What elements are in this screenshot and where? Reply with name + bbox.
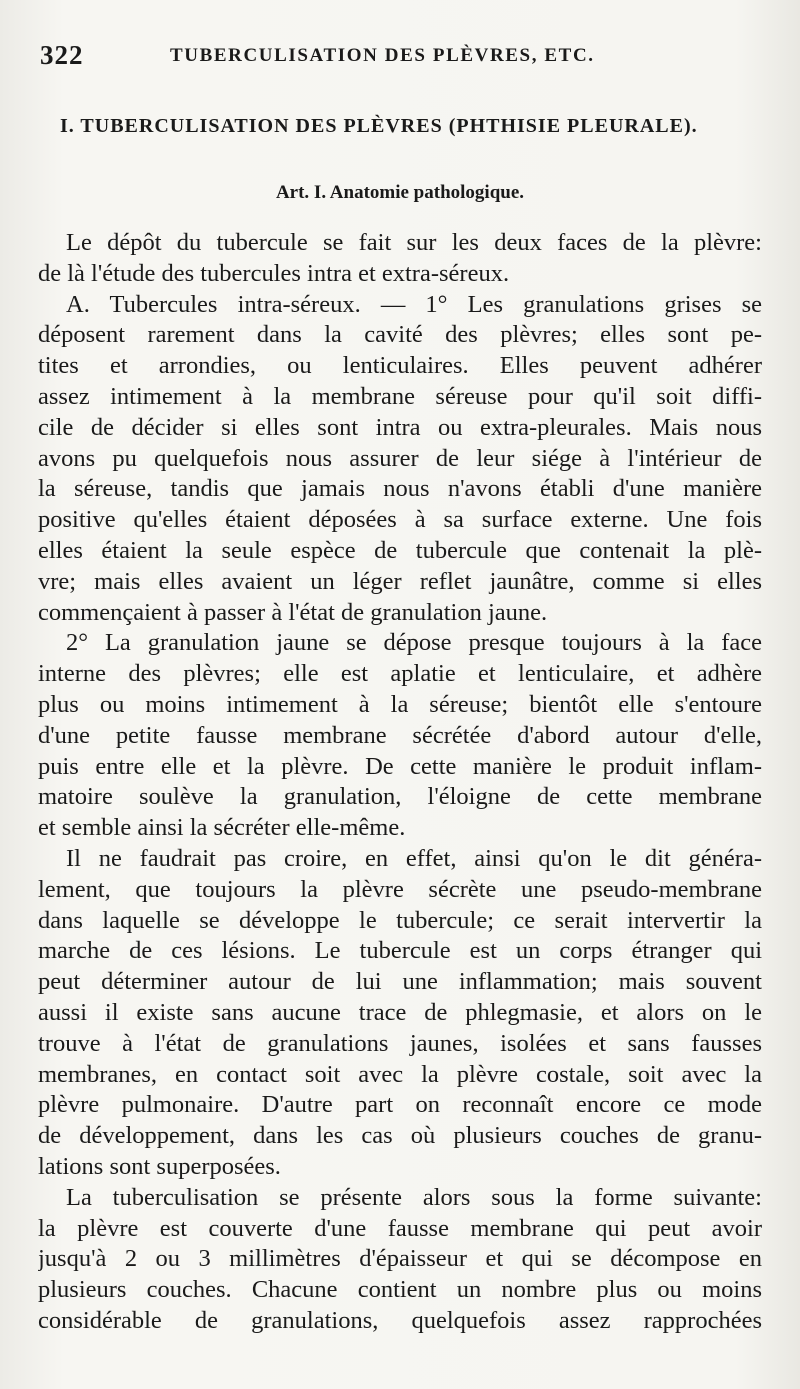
text-line: vre; mais elles avaient un léger reflet jaunâtre, comme si elles xyxy=(38,567,762,595)
text-line: positive qu'elles étaient déposées à sa surface externe. Une fois xyxy=(38,506,762,534)
running-title: TUBERCULISATION DES PLÈVRES, ETC. xyxy=(170,45,595,66)
text-line: la plèvre est couverte d'une fausse membrane qui peut avoir xyxy=(38,1214,762,1242)
text-line: jusqu'à 2 ou 3 millimètres d'épaisseur et qui se décompose en xyxy=(38,1245,762,1273)
text-line: aussi il existe sans aucune trace de phlegmasie, et alors on le xyxy=(38,998,762,1026)
text-line: matoire soulève la granulation, l'éloigne de cette membrane xyxy=(38,783,762,811)
text-line: dans laquelle se développe le tubercule; ce serait intervertir la xyxy=(38,906,762,934)
text-line: La tuberculisation se présente alors sous la forme suivante: xyxy=(66,1183,762,1211)
article-heading: Art. I. Anatomie pathologique. xyxy=(275,182,525,203)
text-line: marche de ces lésions. Le tubercule est un corps étranger qui xyxy=(38,937,762,965)
text-line: 2° La granulation jaune se dépose presque toujours à la face xyxy=(66,629,762,657)
text-line: et semble ainsi la sécréter elle-même. xyxy=(38,814,406,842)
text-line: de là l'étude des tubercules intra et extra-séreux. xyxy=(38,259,510,287)
text-line: avons pu quelquefois nous assurer de leur siége à l'intérieur de xyxy=(38,444,762,472)
body-text xyxy=(38,228,762,1337)
text-line: tites et arrondies, ou lenticulaires. Elles peuvent adhérer xyxy=(38,352,762,380)
text-line: elles étaient la seule espèce de tubercule que contenait la plè- xyxy=(38,536,762,564)
page-number: 322 xyxy=(40,40,84,70)
text-line: trouve à l'état de granulations jaunes, isolées et sans fausses xyxy=(38,1029,762,1057)
text-line: Il ne faudrait pas croire, en effet, ainsi qu'on le dit généra- xyxy=(66,844,762,872)
text-line: cile de décider si elles sont intra ou extra-pleurales. Mais nous xyxy=(38,413,762,441)
text-line: plusieurs couches. Chacune contient un nombre plus ou moins xyxy=(38,1276,762,1304)
text-line: lement, que toujours la plèvre sécrète une pseudo-membrane xyxy=(38,875,762,903)
text-line: considérable de granulations, quelquefois assez rapprochées xyxy=(38,1306,762,1334)
text-line: Le dépôt du tubercule se fait sur les deux faces de la plèvre: xyxy=(66,229,762,256)
running-head xyxy=(40,40,780,72)
text-line: plus ou moins intimement à la séreuse; bientôt elle s'entoure xyxy=(38,690,762,718)
text-line: A. Tubercules intra-séreux. — 1° Les granulations grises se xyxy=(66,290,762,318)
text-line: commençaient à passer à l'état de granulation jaune. xyxy=(38,598,548,626)
text-line: la séreuse, tandis que jamais nous n'avons établi d'une manière xyxy=(38,475,762,503)
text-line: déposent rarement dans la cavité des plèvres; elles sont pe- xyxy=(38,321,762,349)
text-line: membranes, en contact soit avec la plèvre costale, soit avec la xyxy=(38,1060,762,1088)
text-line: d'une petite fausse membrane sécrétée d'abord autour d'elle, xyxy=(38,721,762,749)
text-line: lations sont superposées. xyxy=(38,1152,281,1180)
section-heading: I. TUBERCULISATION DES PLÈVRES (PHTHISIE PLEURALE). xyxy=(60,115,698,137)
text-line: de développement, dans les cas où plusieurs couches de granu- xyxy=(38,1122,762,1150)
text-line: puis entre elle et la plèvre. De cette manière le produit inflam- xyxy=(38,752,762,780)
text-line: peut déterminer autour de lui une inflammation; mais souvent xyxy=(38,968,762,996)
text-line: plèvre pulmonaire. D'autre part on reconnaît encore ce mode xyxy=(38,1091,762,1119)
text-line: interne des plèvres; elle est aplatie et lenticulaire, et adhère xyxy=(38,660,762,688)
text-line: assez intimement à la membrane séreuse pour qu'il soit diffi- xyxy=(38,382,762,410)
